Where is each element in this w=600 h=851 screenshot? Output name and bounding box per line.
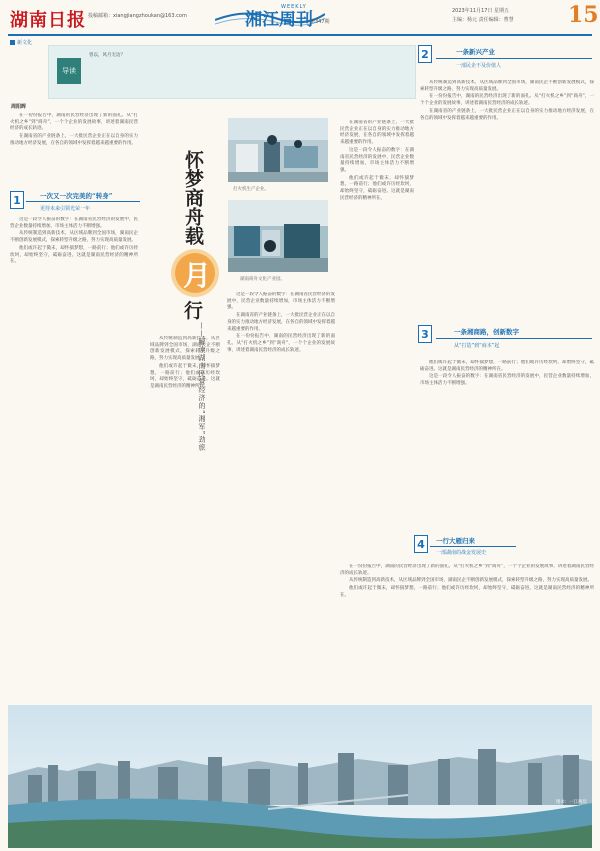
body-text: 从传统制造到高新技术，从区域品牌到全国市场，湖南民企不断创新发展模式，探索转型升级之路，努力实现高质量发展。 (150, 336, 220, 362)
main-subtitle: ——解读湖南民营经济的“湘军”劲旅 (198, 322, 206, 452)
body-text: 这是一段令人振奋的数字：在湖南省民营经济的发展中，民营企业数量持续增加，市场主体活力不断增强。 (227, 292, 335, 311)
section-1-number: 1 (10, 191, 24, 209)
section-3-number: 3 (418, 325, 432, 343)
section-2-header (418, 43, 594, 77)
masthead (0, 0, 600, 34)
section-2-subtitle: 一部民企不及价值人 (456, 63, 502, 69)
column-label-text: 新文化 (17, 40, 33, 46)
main-title-moon-char: 月 (183, 259, 212, 292)
body-text: 这是一段令人振奋的数字：在湖南省民营经济的发展中，民营企业数量持续增加，市场主体活力不断增强。 (420, 374, 594, 387)
photo-2-caption: 湖南商舟文化产业园。 (240, 277, 285, 282)
section-1-rule (26, 201, 140, 202)
section-3-header (418, 323, 594, 357)
industrial-park-photo (228, 200, 328, 272)
photo-1-caption: 打火机生产企业。 (233, 187, 269, 192)
section-4-header (340, 533, 516, 561)
section-4-number: 4 (414, 535, 428, 553)
body-text: 他们或许起于微末，却怀揣梦想，一路前行；他们或许历经坎坷，却始终坚守，砥砺奋进。这就是湖南民营经济的精神所在。 (150, 363, 220, 389)
body-text: 他们或许起于微末，却怀揣梦想，一路前行；他们或许历经坎坷，却始终坚守，砥砺奋进。这就是湖南民营经济的精神所在。 (340, 586, 594, 598)
main-title-end: 行 (184, 300, 204, 322)
body-text: 在一份份报告中，湖南的民营经济出现了新的面孔。从“打火机之乡”到“商舟”，一个个企业的发展故事，讲述着湖南民营经济的成长轨迹。 (227, 334, 335, 353)
body-text: 在一份份报告中，湖南的民营经济出现了新的面孔。从“打火机之乡”到“商舟”，一个个企业的发展故事，讲述着湖南民营经济的成长轨迹。 (10, 113, 138, 132)
body-column-1b (10, 217, 138, 700)
section-2-number: 2 (418, 45, 432, 63)
body-text: 在湖南省的产业链条上，一大批民营企业正在以自身的实力推动地方经济发展，在各自的领域中发挥着越来越重要的作用。 (340, 120, 414, 146)
body-text: 他们或许起于微末，却怀揣梦想，一路前行；他们或许历经坎坷，却始终坚守，砥砺奋进。这就是湖南民营经济的精神所在。 (420, 360, 594, 372)
body-text: 在一份份报告中，湖南的民营经济出现了新的面孔。从“打火机之乡”到“商舟”，一个个企业的发展故事，讲述着湖南民营经济的成长轨迹。 (420, 94, 594, 107)
body-text: 在一份份报告中，湖南的民营经济出现了新的面孔。从“打火机之乡”到“商舟”，一个个企业的发展故事，讲述着湖南民营经济的成长轨迹。 (340, 564, 594, 576)
body-text: 他们或许起于微末，却怀揣梦想，一路前行；他们或许历经坎坷，却始终坚守，砥砺奋进。这就是湖南民营经济的精神所在。 (340, 175, 414, 201)
body-text: 从传统制造到高新技术，从区域品牌到全国市场，湖南民企不断创新发展模式，探索转型升级之路，努力实现高质量发展。 (420, 80, 594, 92)
body-text: 这是一段令人振奋的数字：在湖南省民营经济的发展中，民营企业数量持续增加，市场主体活力不断增强。 (10, 217, 138, 229)
city-skyline-photo (8, 705, 592, 848)
body-column-6 (340, 564, 594, 700)
body-text: 他们或许起于微末，却怀揣梦想，一路前行；他们或许历经坎坷，却始终坚守，砥砺奋进。这就是湖南民营经济的精神所在。 (10, 245, 138, 265)
section-1-subtitle: 更待未来引领光荣一年 (40, 206, 91, 212)
main-title: 怀梦商舟载 (182, 150, 204, 245)
section-2-rule (436, 58, 592, 59)
newspaper-logo: 湖南日报 (10, 10, 86, 31)
body-column-4 (340, 120, 414, 530)
body-text: 在湖南省的产业链条上，一大批民营企业正在以自身的实力推动地方经济发展，在各自的领域中发挥着越来越重要的作用。 (227, 313, 335, 332)
section-4-title: 一行大雁归来 (436, 537, 475, 545)
lead-tag: 导读 (57, 58, 81, 84)
author-byline: 周阳晖 (11, 104, 27, 110)
body-text: 从传统制造到高新技术，从区域品牌到全国市场，湖南民企不断创新发展模式，探索转型升级之路，努力实现高质量发展。 (10, 231, 138, 244)
issue-number: 第347期 (310, 19, 330, 25)
section-2-title: 一条新兴产业 (456, 48, 495, 56)
lead-text: 曾以，风月无边？ (89, 53, 125, 58)
page-number: 15 (568, 2, 599, 28)
section-title-suffix: 周刊 (279, 10, 313, 30)
body-text: 在湖南省的产业链条上，一大批民营企业正在以自身的实力推动地方经济发展，在各自的领域中发挥着越来越重要的作用。 (420, 108, 594, 121)
factory-photo (228, 118, 328, 182)
weekly-label: WEEKLY (281, 4, 307, 10)
section-4-subtitle: 一部湖南的战金发展史 (436, 550, 487, 556)
body-column-2 (150, 336, 220, 700)
section-1-header (10, 185, 140, 215)
body-text: 在湖南省的产业链条上，一大批民营企业正在以自身的实力推动地方经济发展，在各自的领域中发挥着越来越重要的作用。 (10, 134, 138, 146)
section-3-subtitle: 从“打造”到“商本”起 (454, 343, 500, 349)
body-text: 从传统制造到高新技术，从区域品牌到全国市场，湖南民企不断创新发展模式，探索转型升级之路，努力实现高质量发展。 (349, 578, 592, 584)
section-title-text: 湘江 (245, 10, 279, 30)
column-label (10, 39, 32, 46)
column-marker-icon (10, 40, 15, 45)
body-text: 这是一段令人振奋的数字：在湖南省民营经济的发展中，民营企业数量持续增加，市场主体活力不断增强。 (340, 147, 414, 173)
body-column-5b (420, 360, 594, 530)
masthead-email: 投稿邮箱：xiangjiangzhoukan@163.com (88, 13, 187, 19)
editors: 主编：杨元 责任编辑：曹慧 (452, 17, 514, 23)
section-4-rule (430, 546, 516, 547)
publication-date: 2023年11月17日 星期五 (452, 8, 510, 14)
lead-box (48, 45, 416, 99)
body-column-1a (10, 113, 138, 183)
section-3-rule (436, 338, 592, 339)
masthead-rule (8, 34, 592, 36)
section-3-title: 一条湘商路，创新数字 (454, 328, 519, 336)
body-column-5a (420, 80, 594, 320)
section-1-title: 一次又一次完美的“转身” (40, 192, 113, 200)
body-column-3 (227, 292, 335, 700)
skyline-caption: 图②：一江两岸 (556, 800, 588, 805)
